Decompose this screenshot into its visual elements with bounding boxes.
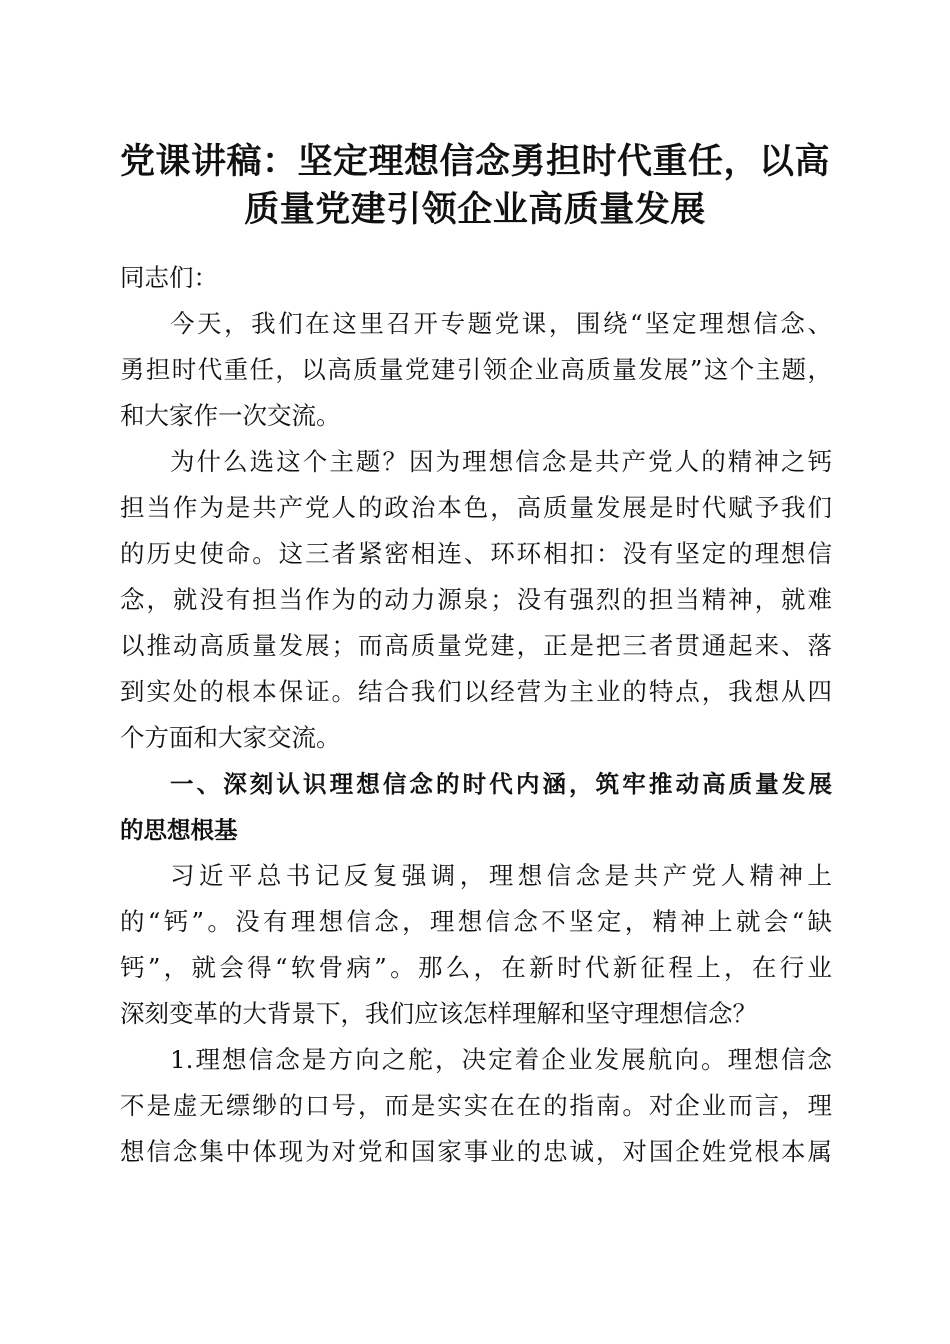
paragraph-point-1 — [120, 1037, 832, 1175]
paragraph-line: 个方面和大家交流。 — [120, 723, 341, 752]
paragraph-line: 勇担时代重任，以高质量党建引领企业高质量发展”这个主题， — [120, 355, 832, 384]
document-title — [110, 138, 840, 234]
paragraph-line: 念，就没有担当作为的动力源泉；没有强烈的担当精神，就难 — [120, 585, 832, 614]
title-line: 质量党建引领企业高质量发展 — [244, 190, 706, 230]
paragraph-xi — [120, 853, 832, 1037]
salutation: 同志们： — [120, 263, 218, 292]
paragraph-line: 深刻变革的大背景下，我们应该怎样理解和坚守理想信念？ — [120, 999, 757, 1028]
paragraph-line: 和大家作一次交流。 — [120, 401, 341, 430]
paragraph-line: 今天，我们在这里召开专题党课，围绕“坚定理想信念、 — [170, 309, 832, 338]
heading-line: 一、深刻认识理想信念的时代内涵，筑牢推动高质量发展 — [170, 770, 832, 798]
title-line: 党课讲稿：坚定理想信念勇担时代重任，以高 — [119, 142, 830, 182]
paragraph-line: 钙”，就会得“软骨病”。那么，在新时代新征程上，在行业 — [120, 953, 832, 982]
paragraph-line: 为什么选这个主题？因为理想信念是共产党人的精神之钙 — [170, 447, 832, 476]
section-heading-1 — [120, 761, 832, 853]
paragraph-line: 习近平总书记反复强调，理想信念是共产党人精神上 — [170, 861, 832, 890]
paragraph-line: 以推动高质量发展；而高质量党建，正是把三者贯通起来、落 — [120, 631, 832, 660]
paragraph-why — [120, 439, 832, 761]
paragraph-intro — [120, 301, 832, 439]
paragraph-line: 的“钙”。没有理想信念，理想信念不坚定，精神上就会“缺 — [120, 907, 832, 936]
paragraph-line: 到实处的根本保证。结合我们以经营为主业的特点，我想从四 — [120, 677, 832, 706]
document-body — [120, 255, 832, 1175]
paragraph-line: 想信念集中体现为对党和国家事业的忠诚，对国企姓党根本属 — [120, 1137, 832, 1166]
heading-line: 的思想根基 — [120, 816, 238, 844]
paragraph-line: 的历史使命。这三者紧密相连、环环相扣：没有坚定的理想信 — [120, 539, 832, 568]
paragraph-line: 担当作为是共产党人的政治本色，高质量发展是时代赋予我们 — [120, 493, 832, 522]
paragraph-line: 1.理想信念是方向之舵，决定着企业发展航向。理想信念 — [170, 1045, 832, 1074]
paragraph-line: 不是虚无缥缈的口号，而是实实在在的指南。对企业而言，理 — [120, 1091, 832, 1120]
